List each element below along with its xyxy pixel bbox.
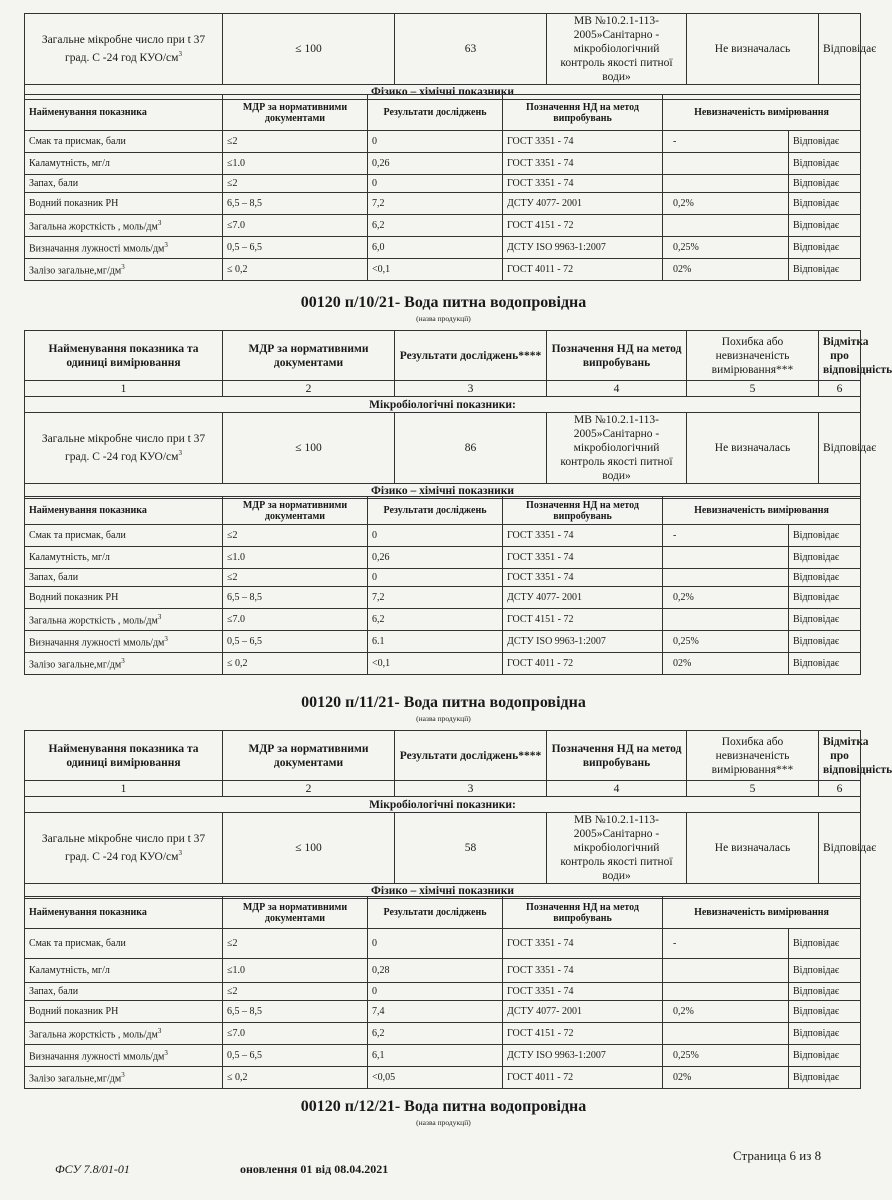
top-micro-table [24,13,877,100]
param-result: 6,2 [368,215,503,237]
param-mark: Відповідає [789,525,861,547]
chem-table [24,896,861,1089]
micro-uncert: Не визначалась [687,413,819,484]
param-result: 6.1 [368,631,503,653]
param-name: Загальна жорсткість , моль/$дм^3$ [25,609,223,631]
param-mark: Відповідає [789,193,861,215]
param-method: ГОСТ 3351 - 74 [503,153,663,175]
main-table [24,330,892,499]
param-uncert: 02% [663,259,789,281]
param-mark: Відповідає [789,547,861,569]
param-mdr: 6,5 – 8,5 [223,1001,368,1023]
param-method: ГОСТ 3351 - 74 [503,983,663,1001]
param-uncert [663,609,789,631]
col-uncert: Невизначеність вимірювання [663,497,861,525]
param-method: ГОСТ 3351 - 74 [503,547,663,569]
micro-name: Загальне мікробне число при t 37 град. С -24 год КУО/$см^3$ [25,813,223,884]
col-uncert: Невизначеність вимірювання [663,897,861,929]
col-name: Найменування показника [25,497,223,525]
table-row [25,193,861,215]
param-mdr: 0,5 – 6,5 [223,237,368,259]
col-uncert: Похибка або невизначеність вимірювання*** [687,731,819,781]
param-mdr: 0,5 – 6,5 [223,631,368,653]
col-result: Результати досліджень**** [395,331,547,381]
col-method: Позначення НД на метод випробувань [503,95,663,131]
param-result: 0,28 [368,959,503,983]
product-title: 00120 п/11/21- Вода питна водопровідна [301,694,586,711]
section-title: Фізико – хімічні показники [25,484,861,499]
param-mdr: ≤7.0 [223,1023,368,1045]
param-result: 0 [368,131,503,153]
param-mdr: 0,5 – 6,5 [223,1045,368,1067]
param-mark: Відповідає [789,1001,861,1023]
param-name: Водний показник РН [25,587,223,609]
col-result: Результати досліджень**** [395,731,547,781]
param-result: 0,26 [368,547,503,569]
param-mark: Відповідає [789,1045,861,1067]
micro-name: Загальне мікробне число при t 37 град. С -24 год КУО/$см^3$ [25,14,223,85]
table-row [25,609,861,631]
param-uncert [663,569,789,587]
param-mark: Відповідає [789,237,861,259]
micro-name: Загальне мікробне число при t 37 град. С -24 год КУО/$см^3$ [25,413,223,484]
param-mark: Відповідає [789,131,861,153]
param-mdr: ≤7.0 [223,215,368,237]
col-num: 2 [223,381,395,397]
param-method: ГОСТ 3351 - 74 [503,569,663,587]
micro-uncert: Не визначалась [687,14,819,85]
micro-method: МВ №10.2.1-113-2005»Санітарно - мікробіологічний контроль якості питної води» [547,813,687,884]
table-row [25,237,861,259]
param-method: ДСТУ ISO 9963-1:2007 [503,631,663,653]
table-row [25,547,861,569]
product-subtitle: (назва продукції) [416,714,471,723]
table-row [25,1045,861,1067]
micro-mark: Відповідає [819,413,861,484]
param-mark: Відповідає [789,175,861,193]
col-mdr: МДР за нормативними документами [223,95,368,131]
micro-uncert: Не визначалась [687,813,819,884]
param-uncert: - [663,525,789,547]
param-uncert [663,983,789,1001]
param-mark: Відповідає [789,631,861,653]
param-uncert: 0,25% [663,237,789,259]
param-name: Визначання лужності ммоль/$дм^3$ [25,631,223,653]
param-mdr: ≤ 0,2 [223,1067,368,1089]
param-mark: Відповідає [789,1067,861,1089]
param-mdr: ≤1.0 [223,547,368,569]
col-mdr: МДР за нормативними документами [223,897,368,929]
param-result: 0 [368,983,503,1001]
param-uncert [663,175,789,193]
param-uncert: 02% [663,1067,789,1089]
col-uncert: Невизначеність вимірювання [663,95,861,131]
param-result: 7,2 [368,587,503,609]
param-method: ДСТУ 4077- 2001 [503,193,663,215]
param-name: Каламутність, мг/л [25,959,223,983]
param-name: Залізо $загальне,мг/дм^3$ [25,259,223,281]
col-name: Найменування показника та одиниці вимірювання [25,731,223,781]
param-mark: Відповідає [789,215,861,237]
col-result: Результати досліджень [368,95,503,131]
table-row [25,1001,861,1023]
table-row [25,215,861,237]
col-method: Позначення НД на метод випробувань [503,897,663,929]
param-name: Залізо $загальне,мг/дм^3$ [25,1067,223,1089]
param-mdr: ≤2 [223,175,368,193]
micro-method: МВ №10.2.1-113-2005»Санітарно - мікробіологічний контроль якості питної води» [547,413,687,484]
param-uncert: 0,2% [663,1001,789,1023]
param-mdr: ≤ 0,2 [223,259,368,281]
param-mdr: ≤1.0 [223,153,368,175]
param-mdr: 6,5 – 8,5 [223,193,368,215]
param-name: Загальна жорсткість , моль/$дм^3$ [25,215,223,237]
param-result: 7,4 [368,1001,503,1023]
param-mdr: ≤2 [223,569,368,587]
param-mark: Відповідає [789,929,861,959]
param-result: 6,2 [368,609,503,631]
param-result: <0,1 [368,259,503,281]
main-table [24,730,892,899]
param-uncert: 0,25% [663,631,789,653]
micro-result: 63 [395,14,547,85]
param-mark: Відповідає [789,983,861,1001]
col-name: Найменування показника [25,95,223,131]
param-method: ГОСТ 3351 - 74 [503,959,663,983]
param-result: 0 [368,569,503,587]
param-uncert: - [663,131,789,153]
table-row [25,175,861,193]
micro-mdr: ≤ 100 [223,813,395,884]
product-subtitle: (назва продукції) [416,314,471,323]
col-num: 6 [819,781,861,797]
param-mark: Відповідає [789,259,861,281]
param-mdr: ≤2 [223,929,368,959]
micro-method: МВ №10.2.1-113-2005»Санітарно - мікробіологічний контроль якості питної води» [547,14,687,85]
param-method: ДСТУ ISO 9963-1:2007 [503,1045,663,1067]
table-row [25,1023,861,1045]
table-row [25,983,861,1001]
product-title: 00120 п/12/21- Вода питна водопровідна [300,1098,587,1115]
param-mdr: ≤1.0 [223,959,368,983]
table-row [25,653,861,675]
param-method: ГОСТ 4151 - 72 [503,1023,663,1045]
page-number: Страница 6 из 8 [733,1148,822,1163]
param-name: Визначання лужності ммоль/$дм^3$ [25,1045,223,1067]
table-row [25,153,861,175]
param-name: Визначання лужності ммоль/$дм^3$ [25,237,223,259]
col-num: 3 [395,781,547,797]
product-subtitle: (назва продукції) [416,1118,471,1127]
micro-mark: Відповідає [819,813,861,884]
param-method: ДСТУ 4077- 2001 [503,587,663,609]
col-uncert: Похибка або невизначеність вимірювання*** [687,331,819,381]
col-method: Позначення НД на метод випробувань [547,331,687,381]
col-num: 5 [687,781,819,797]
col-result: Результати досліджень [368,897,503,929]
param-name: Каламутність, мг/л [25,153,223,175]
col-mdr: МДР за нормативними документами [223,731,395,781]
micro-mark: Відповідає [819,14,861,85]
param-mdr: ≤2 [223,131,368,153]
form-code: ФСУ 7.8/01-01 [55,1162,130,1176]
param-method: ДСТУ 4077- 2001 [503,1001,663,1023]
chem-table [24,496,861,675]
param-method: ГОСТ 4011 - 72 [503,653,663,675]
micro-result: 58 [395,813,547,884]
col-mark: Відмітка про відповідність [819,731,861,781]
param-result: 6,0 [368,237,503,259]
param-uncert [663,153,789,175]
param-result: 6,2 [368,1023,503,1045]
col-num: 1 [25,781,223,797]
param-name: Водний показник РН [25,193,223,215]
param-name: Смак та присмак, бали [25,131,223,153]
col-method: Позначення НД на метод випробувань [503,497,663,525]
col-num: 6 [819,381,861,397]
param-mdr: ≤2 [223,525,368,547]
col-num: 2 [223,781,395,797]
micro-mdr: ≤ 100 [223,413,395,484]
param-uncert [663,547,789,569]
param-mark: Відповідає [789,959,861,983]
chem-table [24,94,861,281]
col-num: 1 [25,381,223,397]
table-row [25,1067,861,1089]
param-method: ГОСТ 4151 - 72 [503,609,663,631]
param-uncert: 0,2% [663,587,789,609]
col-num: 5 [687,381,819,397]
product-title: 00120 п/10/21- Вода питна водопровідна [300,294,587,311]
table-row [25,929,861,959]
update-note: оновлення 01 від 08.04.2021 [240,1162,389,1176]
col-mdr: МДР за нормативними документами [223,497,368,525]
param-method: ГОСТ 3351 - 74 [503,929,663,959]
section-title: Мікробіологічні показники: [25,397,861,413]
param-method: ГОСТ 3351 - 74 [503,175,663,193]
param-name: Смак та присмак, бали [25,525,223,547]
param-mark: Відповідає [789,1023,861,1045]
param-mark: Відповідає [789,587,861,609]
col-num: 3 [395,381,547,397]
param-name: Загальна жорсткість , моль/$дм^3$ [25,1023,223,1045]
param-method: ГОСТ 3351 - 74 [503,525,663,547]
section-title: Фізико – хімічні показники [25,85,861,100]
table-row [25,587,861,609]
table-row [25,259,861,281]
param-name: Запах, бали [25,175,223,193]
param-uncert [663,1023,789,1045]
param-name: Смак та присмак, бали [25,929,223,959]
col-num: 4 [547,781,687,797]
param-name: Залізо $загальне,мг/дм^3$ [25,653,223,675]
table-row [25,959,861,983]
col-name: Найменування показника [25,897,223,929]
table-row [25,569,861,587]
param-name: Запах, бали [25,569,223,587]
param-mdr: ≤2 [223,983,368,1001]
param-uncert: 0,2% [663,193,789,215]
table-row [25,131,861,153]
param-uncert: 02% [663,653,789,675]
table-row [25,525,861,547]
param-mark: Відповідає [789,569,861,587]
col-method: Позначення НД на метод випробувань [547,731,687,781]
param-method: ДСТУ ISO 9963-1:2007 [503,237,663,259]
param-result: 0 [368,525,503,547]
param-uncert [663,215,789,237]
param-uncert [663,959,789,983]
param-uncert: 0,25% [663,1045,789,1067]
param-mdr: 6,5 – 8,5 [223,587,368,609]
col-num: 4 [547,381,687,397]
col-result: Результати досліджень [368,497,503,525]
section-title: Мікробіологічні показники: [25,797,861,813]
col-mark: Відмітка про відповідність [819,331,861,381]
table-row [25,631,861,653]
param-mdr: ≤7.0 [223,609,368,631]
param-name: Каламутність, мг/л [25,547,223,569]
param-result: 6,1 [368,1045,503,1067]
param-mdr: ≤ 0,2 [223,653,368,675]
param-result: <0,05 [368,1067,503,1089]
micro-mdr: ≤ 100 [223,14,395,85]
param-mark: Відповідає [789,153,861,175]
param-mark: Відповідає [789,653,861,675]
param-method: ГОСТ 4011 - 72 [503,1067,663,1089]
param-result: 0,26 [368,153,503,175]
param-result: <0,1 [368,653,503,675]
micro-result: 86 [395,413,547,484]
col-name: Найменування показника та одиниці вимірювання [25,331,223,381]
param-result: 7,2 [368,193,503,215]
param-method: ГОСТ 4011 - 72 [503,259,663,281]
param-result: 0 [368,929,503,959]
param-name: Водний показник РН [25,1001,223,1023]
param-result: 0 [368,175,503,193]
param-name: Запах, бали [25,983,223,1001]
param-mark: Відповідає [789,609,861,631]
param-method: ГОСТ 3351 - 74 [503,131,663,153]
col-mdr: МДР за нормативними документами [223,331,395,381]
param-uncert: - [663,929,789,959]
section-title: Фізико – хімічні показники [25,884,861,899]
param-method: ГОСТ 4151 - 72 [503,215,663,237]
